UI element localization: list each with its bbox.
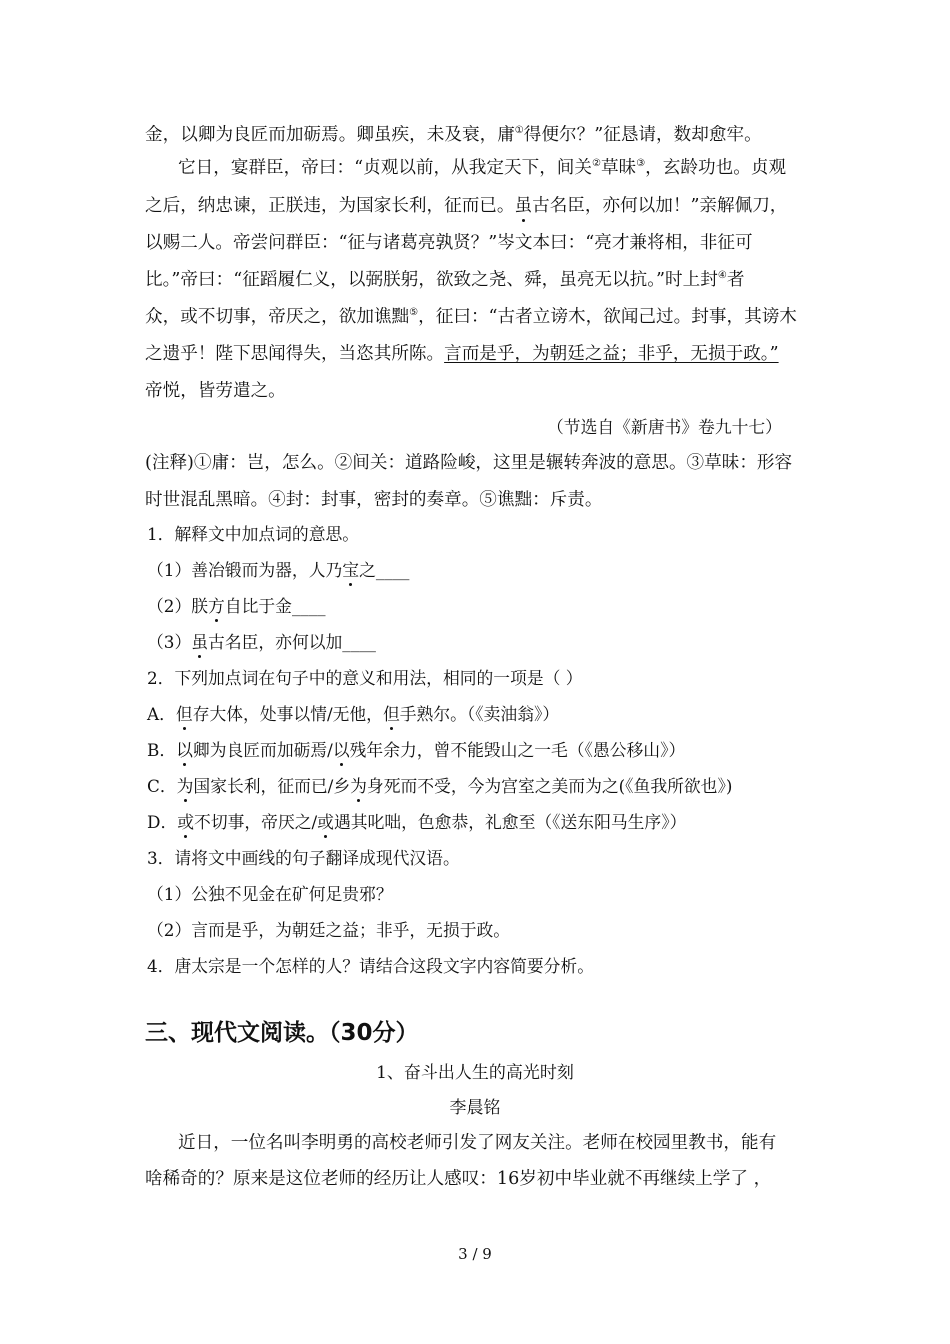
section-heading: 三、现代文阅读。（30分） (145, 1020, 419, 1046)
passage-line-3: 之后，纳忠谏，正朕违，为国家长利，征而已。虽古名臣，亦何以加！”亲解佩刀， (145, 196, 788, 216)
article-paragraph-line-2: 啥稀奇的？原来是这位老师的经历让人感叹：16岁初中毕业就不再继续上学了 ， (145, 1169, 772, 1189)
question-1-item-3: （3）虽古名臣，亦何以加____ (147, 632, 376, 652)
question-2: 2．下列加点词在句子中的意义和用法，相同的一项是（ ） (147, 668, 583, 688)
question-3-item-2: （2）言而是乎，为朝廷之益；非乎，无损于政。 (147, 920, 511, 940)
passage-source: （节选自《新唐书》卷九十七） (547, 417, 782, 437)
question-4: 4．唐太宗是一个怎样的人？请结合这段文字内容简要分析。 (147, 956, 594, 976)
article-author: 李晨铭 (449, 1098, 501, 1118)
question-1: 1．解释文中加点词的意思。 (147, 524, 360, 544)
notes-line-2: 时世混乱黑暗。④封：封事，密封的奏章。⑤谯黜：斥责。 (145, 490, 603, 510)
notes-line-1: (注释)①庸：岂，怎么。②间关：道路险峻，这里是辗转奔波的意思。③草昧：形容 (145, 453, 793, 473)
question-2-option-d: D．或不切事，帝厌之/或遇其叱咄，色愈恭，礼愈至（《送东阳马生序》） (147, 812, 687, 832)
question-2-option-b: B．以卿为良匠而加砺焉/以残年余力，曾不能毁山之一毛（《愚公移山》） (147, 740, 686, 760)
passage-line-2: 它日，宴群臣，帝曰：“贞观以前，从我定天下，间关②草昧③，玄龄功也。贞观 (178, 158, 787, 178)
question-1-item-2: （2）朕方自比于金____ (147, 596, 326, 616)
underlined-sentence: 言而是乎，为朝廷之益；非乎，无损于政。” (444, 344, 779, 364)
passage-line-6: 众，或不切事，帝厌之，欲加谯黜⑤，征曰：“古者立谤木，欲闻己过。封事，其谤木 (145, 307, 797, 327)
question-3-item-1: （1）公独不见金在矿何足贵邪？ (147, 884, 393, 904)
article-title: 1、奋斗出人生的高光时刻 (376, 1063, 574, 1083)
question-2-option-a: A．但存大体，处事以情/无他，但手熟尔。（《卖油翁》） (147, 704, 560, 724)
passage-line-1: 金，以卿为良匠而加砺焉。卿虽疾，未及衰，庸①得便尔？”征恳请，数却愈牢。 (145, 125, 762, 145)
passage-line-8: 帝悦，皆劳遣之。 (145, 381, 286, 401)
question-3: 3．请将文中画线的句子翻译成现代汉语。 (147, 848, 460, 868)
passage-line-7: 之遗乎！陛下思闻得失，当恣其所陈。言而是乎，为朝廷之益；非乎，无损于政。” (145, 344, 779, 364)
passage-line-5: 比。”帝曰：“征蹈履仁义，以弼朕躬，欲致之尧、舜，虽亮无以抗。”时上封④者 (145, 270, 745, 290)
article-paragraph-line-1: 近日，一位名叫李明勇的高校老师引发了网友关注。老师在校园里教书，能有 (178, 1133, 777, 1153)
page-number: 3 / 9 (458, 1245, 492, 1263)
question-2-option-c: C．为国家长利，征而已/乡为身死而不受，今为宫室之美而为之(《鱼我所欲也》) (147, 776, 733, 796)
passage-line-4: 以赐二人。帝尝问群臣：“征与诸葛亮孰贤？”岑文本曰：“亮才兼将相，非征可 (145, 233, 753, 253)
question-1-item-1: （1）善冶锻而为器，人乃宝之____ (147, 560, 410, 580)
